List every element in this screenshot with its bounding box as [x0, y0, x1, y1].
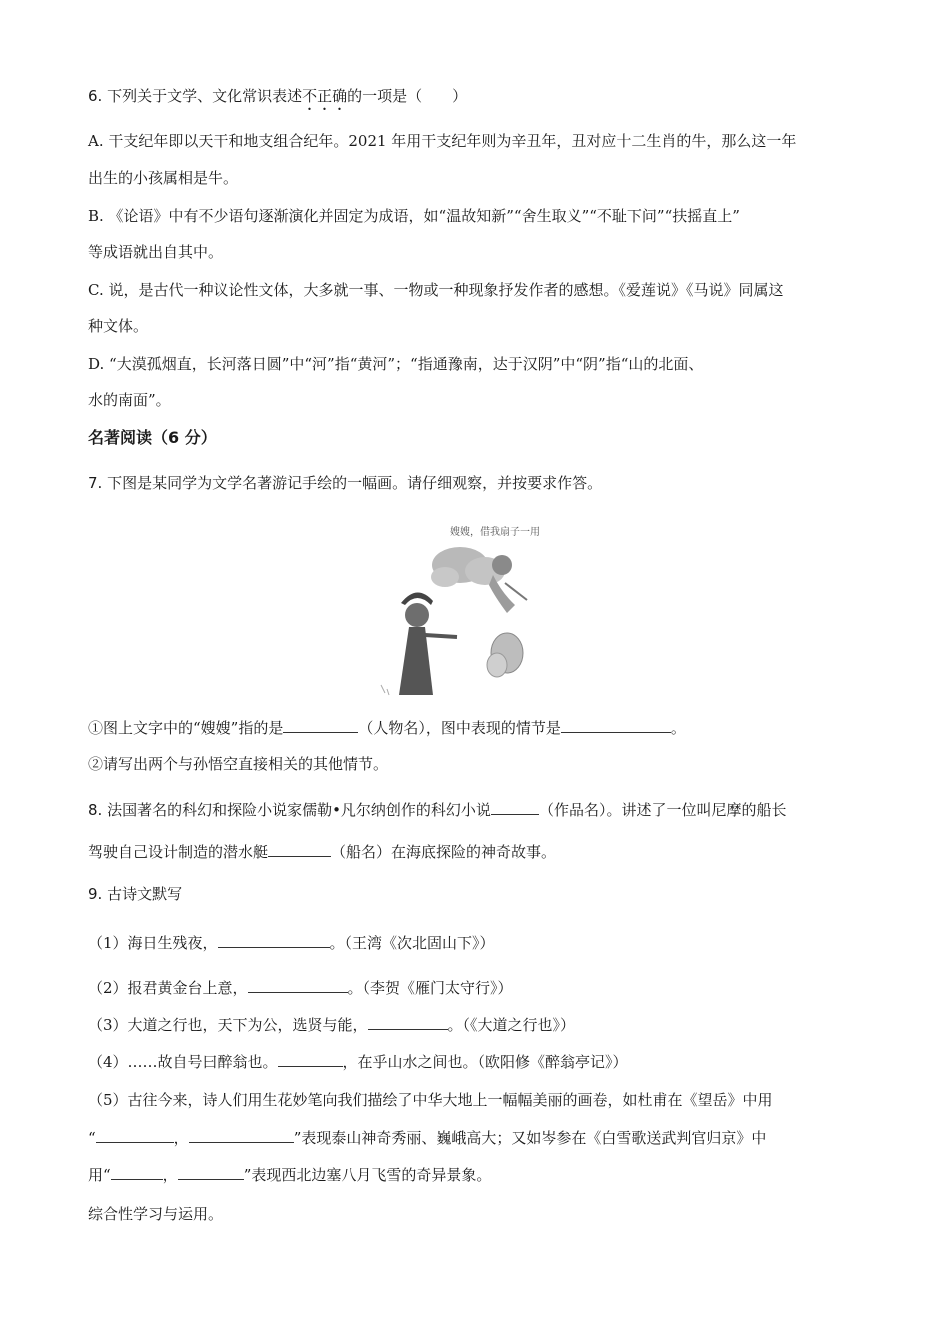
q6-option-d-line1: D. “大漠孤烟直，长河落日圆”中“河”指“黄河”；“指通豫南，达于汉阴”中“阴”指“山的北面、: [88, 355, 704, 373]
section-heading: 名著阅读（6 分）: [88, 428, 217, 447]
answer-blank[interactable]: [248, 977, 348, 993]
q6-option-c-line2: 种文体。: [88, 317, 149, 335]
answer-blank[interactable]: [178, 1164, 244, 1180]
lady-head: [405, 603, 429, 627]
q8-line2: 驾驶自己设计制造的潜水艇 （船名）在海底探险的神奇故事。: [88, 843, 557, 861]
flying-figure-head: [492, 555, 512, 575]
answer-blank[interactable]: [561, 717, 671, 733]
answer-blank[interactable]: [268, 841, 331, 857]
cloud-shape: [431, 567, 459, 587]
q6-option-b-line2: 等成语就出自其中。: [88, 243, 224, 261]
q7-sub1: ①图上文字中的“嫂嫂”指的是 （人物名），图中表现的情节是 。: [88, 719, 686, 737]
lady-body: [399, 627, 433, 695]
q9-item5-line1: （5）古往今来，诗人们用生花妙笔向我们描绘了中华大地上一幅幅美丽的画卷，如杜甫在《望岳》中用: [88, 1091, 773, 1109]
ground-mark: [381, 685, 389, 695]
illustration-caption: 嫂嫂，借我扇子一用: [450, 527, 540, 538]
q6-option-a-line2: 出生的小孩属相是牛。: [88, 169, 239, 187]
staff-line: [505, 583, 527, 600]
q8-line1: 8. 法国著名的科幻和探险小说家儒勒•凡尔纳创作的科幻小说 （作品名）。讲述了一位叫尼摩的船长: [88, 801, 787, 819]
q7-stem: 7. 下图是某同学为文学名著游记手绘的一幅画。请仔细观察，并按要求作答。: [88, 474, 603, 492]
answer-blank[interactable]: [283, 717, 358, 733]
q6-stem: 6. 下列关于文学、文化常识表述不正确的一项是（ ）: [88, 87, 468, 105]
footer-text: 综合性学习与运用。: [88, 1205, 224, 1223]
q9-item5-line3: 用“ ， ”表现西北边塞八月飞雪的奇异景象。: [88, 1166, 492, 1184]
answer-blank[interactable]: [111, 1164, 163, 1180]
q6-option-d-line2: 水的南面”。: [88, 391, 171, 409]
answer-blank[interactable]: [96, 1127, 174, 1143]
answer-blank[interactable]: [218, 932, 330, 948]
q9-item2: （2）报君黄金台上意， 。（李贺《雁门太守行》）: [88, 979, 513, 997]
fan-shape: [487, 653, 507, 677]
q9-item3: （3）大道之行也，天下为公，选贤与能， 。（《大道之行也》）: [88, 1016, 576, 1034]
lady-arm: [425, 635, 457, 637]
q9-item1: （1）海日生残夜， 。（王湾《次北固山下》）: [88, 934, 495, 952]
q6-option-b-line1: B. 《论语》中有不少语句逐渐演化并固定为成语，如“温故知新”“舍生取义”“不耻下问”“扶摇直上”: [88, 207, 740, 225]
answer-blank[interactable]: [189, 1127, 294, 1143]
q9-item5-line2: “ ， ”表现泰山神奇秀丽、巍峨高大；又如岑参在《白雪歌送武判官归京》中: [88, 1129, 767, 1147]
flying-figure-body: [489, 575, 515, 613]
q9-item4: （4）……故自号曰醉翁也。 ，在乎山水之间也。（欧阳修《醉翁亭记》）: [88, 1053, 628, 1071]
q6-option-a-line1: A. 干支纪年即以天干和地支组合纪年。2021 年用干支纪年则为辛丑年，丑对应十二生肖的牛，那么这一年: [88, 132, 797, 150]
q6-emphasis: 不正确: [302, 87, 348, 105]
answer-blank[interactable]: [368, 1014, 448, 1030]
q6-option-c-line1: C. 说，是古代一种议论性文体，大多就一事、一物或一种现象抒发作者的感想。《爱莲说》《马说》同属这: [88, 281, 784, 299]
answer-blank[interactable]: [491, 799, 539, 815]
illustration: [375, 505, 580, 705]
illustration-drawing: [375, 505, 580, 705]
q7-sub2: ②请写出两个与孙悟空直接相关的其他情节。: [88, 755, 389, 773]
q9-title: 9. 古诗文默写: [88, 885, 183, 903]
answer-blank[interactable]: [278, 1051, 343, 1067]
